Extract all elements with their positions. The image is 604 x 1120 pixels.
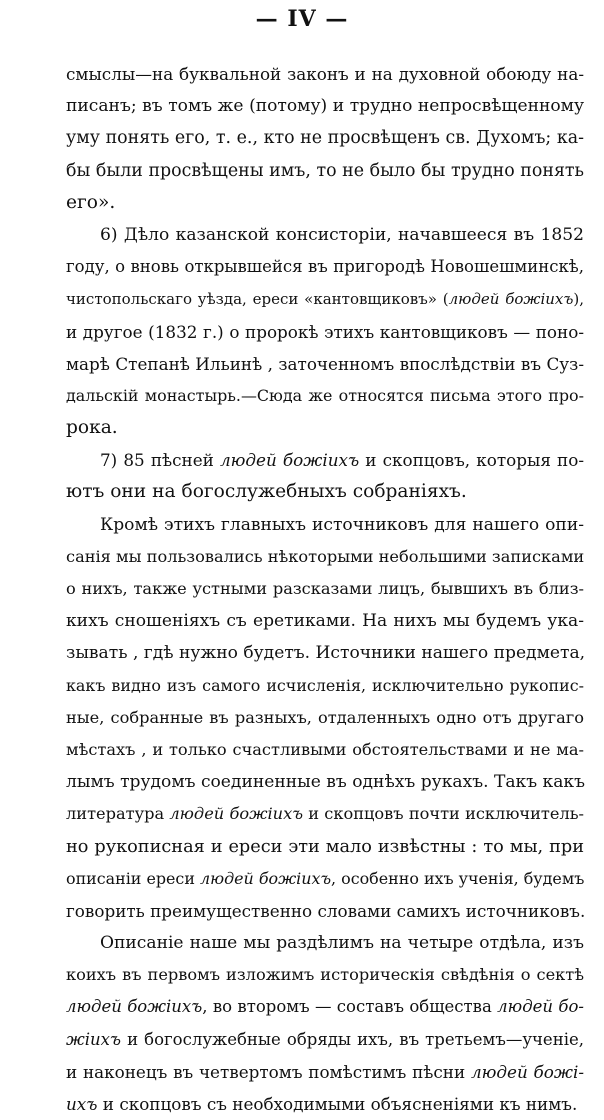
text-run: но рукописная и ереси эти мало извѣстны : то мы, при: [66, 836, 584, 857]
text-line: [66, 831, 584, 863]
paragraph: [66, 444, 584, 508]
italic-text: людей божіихъ: [199, 868, 332, 888]
text-line: [66, 90, 584, 122]
text-run: 6) Дѣло казанской консисторіи, начавшееся въ 1852: [100, 224, 584, 245]
text-line: [66, 316, 584, 348]
italic-text: людей божіихъ: [219, 450, 360, 471]
italic-text: людей божіихъ: [169, 804, 303, 824]
text-line: [66, 58, 584, 90]
text-run: и другое (1832 г.) о пророкѣ этихъ кантовщиковъ — поно-: [66, 321, 584, 342]
text-run: смыслы—на буквальной законъ и на духовной обоюду на-: [66, 64, 584, 84]
text-run: , особенно ихъ ученія, будемъ: [331, 868, 585, 888]
text-line: [66, 380, 584, 412]
text-run: марѣ Степанѣ Ильинѣ , заточенномъ впослѣдствіи въ Суз-: [66, 353, 584, 374]
paragraph: [66, 509, 584, 927]
text-run: его».: [66, 191, 116, 213]
text-line: [66, 670, 584, 702]
text-line: [66, 476, 584, 508]
text-line: [66, 734, 584, 766]
text-run: литература: [66, 804, 170, 824]
italic-text: людей божі-: [470, 1061, 584, 1082]
paragraph: [66, 58, 584, 219]
text-run: бы были просвѣщены имъ, то не было бы трудно понять: [66, 160, 584, 181]
italic-text: ихъ: [66, 1094, 98, 1114]
italic-text: людей божіихъ: [448, 290, 574, 309]
paragraph: [66, 219, 584, 444]
text-run: мѣстахъ , и только счастливыми обстоятельствами и не ма-: [66, 739, 584, 759]
italic-text: жіихъ: [66, 1029, 121, 1049]
text-run: и скопцовъ почти исключитель-: [303, 804, 585, 824]
text-run: году, о вновь открывшейся въ пригородѣ Новошешминскѣ,: [66, 257, 584, 277]
text-line: [66, 895, 584, 927]
text-run: и богослужебные обряды ихъ, въ третьемъ—ученіе,: [120, 1029, 584, 1049]
text-line: [66, 927, 584, 959]
text-line: [66, 798, 584, 830]
text-run: ),: [573, 290, 584, 309]
text-run: описаніи ереси: [66, 868, 200, 888]
text-line: [66, 766, 584, 798]
text-line: [66, 991, 584, 1023]
text-run: рока.: [66, 417, 118, 439]
text-run: ные, собранные въ разныхъ, отдаленныхъ одно отъ другаго: [66, 707, 584, 727]
text-run: и скопцовъ съ необходимыми объясненіями къ нимъ.: [97, 1094, 578, 1114]
text-line: [66, 283, 584, 315]
text-line: [66, 509, 584, 541]
text-run: лымъ трудомъ соединенные въ однѣхъ рукахъ. Такъ какъ: [66, 772, 585, 793]
text-run: уму понять его, т. е., кто не просвѣщенъ св. Духомъ; ка-: [66, 128, 584, 149]
text-run: какъ видно изъ самого исчисленія, исключительно рукопис-: [66, 675, 584, 695]
text-line: [66, 605, 584, 637]
text-line: [66, 219, 584, 251]
text-line: [66, 702, 584, 734]
text-line: [66, 573, 584, 605]
text-run: санія мы пользовались нѣкоторыми небольшими записками: [66, 546, 585, 566]
text-line: [66, 348, 584, 380]
text-line: [66, 122, 584, 154]
italic-text: людей бо-: [497, 997, 584, 1017]
text-run: писанъ; въ томъ же (потому) и трудно непросвѣщенному: [66, 96, 584, 117]
page-text: [66, 58, 584, 1120]
text-run: говорить преимущественно словами самихъ источниковъ.: [66, 900, 586, 921]
text-run: и наконецъ въ четвертомъ помѣстимъ пѣсни: [66, 1061, 471, 1082]
text-run: ютъ они на богослужебныхъ собраніяхъ.: [66, 481, 467, 503]
text-run: чистопольскаго уѣзда, ереси «кантовщиковъ» (: [66, 290, 449, 309]
text-line: [66, 637, 584, 669]
text-run: и скопцовъ, которыя по-: [359, 450, 584, 471]
text-run: дальскій монастырь.—Сюда же относятся письма этого про-: [66, 385, 584, 405]
text-line: [66, 959, 584, 991]
italic-text: людей божіихъ: [66, 997, 203, 1017]
text-line: [66, 412, 584, 444]
text-run: Кромѣ этихъ главныхъ источниковъ для нашего опи-: [100, 514, 584, 535]
text-line: [66, 155, 584, 187]
text-run: , во второмъ — составъ общества: [202, 997, 498, 1017]
text-run: зывать , гдѣ нужно будетъ. Источники нашего предмета,: [66, 643, 586, 664]
text-line: [66, 187, 584, 219]
text-line: [66, 1056, 584, 1088]
text-line: [66, 541, 584, 573]
text-run: коихъ въ первомъ изложимъ историческія свѣдѣнія о сектѣ: [66, 965, 584, 985]
text-run: кихъ сношеніяхъ съ еретиками. На нихъ мы будемъ ука-: [66, 611, 584, 632]
text-line: [66, 444, 584, 476]
text-run: 7) 85 пѣсней: [100, 450, 220, 471]
text-line: [66, 251, 584, 283]
paragraph: [66, 927, 584, 1120]
text-line: [66, 1024, 584, 1056]
page-number: — IV —: [255, 6, 349, 32]
text-line: [66, 863, 584, 895]
text-run: Описаніе наше мы раздѣлимъ на четыре отдѣла, изъ: [100, 933, 584, 954]
text-line: [66, 1088, 584, 1120]
text-run: о нихъ, также устными разсказами лицъ, бывшихъ въ близ-: [66, 579, 584, 598]
